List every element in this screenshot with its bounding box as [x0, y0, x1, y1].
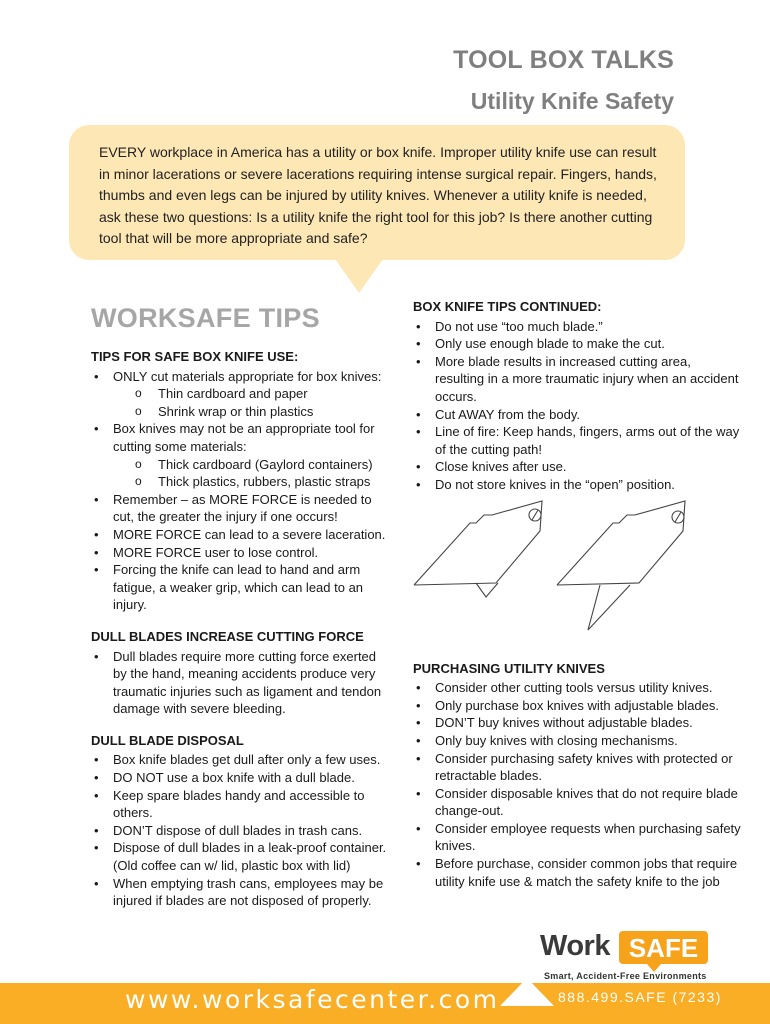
- list-item: • Consider other cutting tools versus utility knives.: [413, 679, 743, 697]
- list-item: • Only purchase box knives with adjustable blades.: [413, 697, 743, 715]
- list-item: • Consider disposable knives that do not require blade change-out.: [413, 785, 743, 820]
- blade-diagram-icon: [412, 495, 712, 635]
- list-item: • More blade results in increased cutting area, resulting in a more traumatic injury when an accident occurs.: [413, 353, 743, 406]
- left-column: [91, 302, 391, 924]
- list-item: • DO NOT use a box knife with a dull blade.: [91, 769, 391, 787]
- list-item: • Only buy knives with closing mechanisms.: [413, 732, 743, 750]
- sub-list: [113, 456, 391, 491]
- section-heading: TIPS FOR SAFE BOX KNIFE USE:: [91, 349, 299, 364]
- list-item-text: MORE FORCE user to lose control.: [113, 544, 319, 560]
- list-item: • Do not use “too much blade.”: [413, 318, 743, 336]
- footer-url-link[interactable]: www.worksafecenter.com: [125, 985, 500, 1014]
- list-item: [91, 491, 391, 526]
- purchasing-section: [413, 660, 743, 891]
- list-item: [91, 561, 391, 614]
- list-item-text: Box knives may not be an appropriate tool for cutting some materials:: [113, 421, 375, 454]
- list-item: • Dispose of dull blades in a leak-proof container. (Old coffee can w/ lid, plastic box with lid): [91, 839, 391, 874]
- continued-section: [413, 298, 743, 494]
- sub-list-item: o Thin cardboard and paper: [113, 385, 391, 403]
- list-item: • Line of fire: Keep hands, fingers, arms out of the way of the cutting path!: [413, 423, 743, 458]
- list-item-text: Remember – as MORE FORCE is needed to cut, the greater the injury if one occurs!: [113, 491, 372, 525]
- section-heading: DULL BLADES INCREASE CUTTING FORCE: [91, 628, 364, 644]
- callout-tail: [335, 259, 383, 293]
- tips-list: [91, 368, 391, 614]
- dull-force-section: [91, 628, 391, 718]
- logo-tagline: Smart, Accident-Free Environments: [544, 971, 707, 981]
- list-item: • Only use enough blade to make the cut.: [413, 335, 743, 353]
- list-item: • Before purchase, consider common jobs that require utility knife use & match the safety knife to the job: [413, 855, 743, 890]
- list-item-text: ONLY cut materials appropriate for box knives:: [113, 368, 382, 384]
- page-title: TOOL BOX TALKS: [453, 46, 674, 74]
- logo-safe-text: SAFE: [619, 931, 708, 964]
- dull-force-list: [91, 648, 391, 718]
- intro-callout: [69, 125, 685, 260]
- footer-notch: [500, 978, 554, 1006]
- list-item: • Keep spare blades handy and accessible to others.: [91, 787, 391, 822]
- list-item: • Consider purchasing safety knives with protected or retractable blades.: [413, 750, 743, 785]
- list-item: [91, 368, 391, 421]
- intro-text: EVERY workplace in America has a utility or box knife. Improper utility knife use can result in minor lacerations or severe lacerations requiring intense surgical repair. Fingers, hands, thumbs and even legs can be injured by utility knives. Whenever a utility knife is needed, ask these two questions: Is a utility knife the right tool for this job? Is there another cutting tool that will be more appropriate and safe?: [99, 144, 657, 246]
- dull-disposal-list: [91, 751, 391, 909]
- sub-list-item: o Thick plastics, rubbers, plastic straps: [113, 473, 391, 491]
- list-item: • Dull blades require more cutting force exerted by the hand, meaning accidents produce very traumatic injuries such as ligament and tendon damage with severe bleeding.: [91, 648, 391, 718]
- purchasing-list: [413, 679, 743, 890]
- list-item: • Close knives after use.: [413, 458, 743, 476]
- list-item: • DON’T dispose of dull blades in trash cans.: [91, 822, 391, 840]
- list-item: • Cut AWAY from the body.: [413, 406, 743, 424]
- list-item: [91, 544, 391, 562]
- list-item: [91, 420, 391, 490]
- section-heading: BOX KNIFE TIPS CONTINUED:: [413, 299, 602, 314]
- list-item: • Box knife blades get dull after only a few uses.: [91, 751, 391, 769]
- continued-list: [413, 318, 743, 494]
- list-item: [91, 526, 391, 544]
- page-subtitle: Utility Knife Safety: [470, 88, 674, 114]
- list-item: • DON’T buy knives without adjustable blades.: [413, 714, 743, 732]
- sub-list-item: o Shrink wrap or thin plastics: [113, 403, 391, 421]
- footer-phone: 888.499.SAFE (7233): [558, 989, 722, 1005]
- list-item: • Do not store knives in the “open” position.: [413, 476, 743, 494]
- list-item-text: Forcing the knife can lead to hand and arm fatigue, a weaker grip, which can lead to an injury.: [113, 562, 364, 613]
- worksafe-tips-heading: WORKSAFE TIPS: [91, 303, 320, 333]
- sub-list-item: o Thick cardboard (Gaylord containers): [113, 456, 391, 474]
- tips-section: [91, 348, 391, 614]
- list-item-text: MORE FORCE can lead to a severe laceration.: [113, 526, 386, 542]
- section-heading: PURCHASING UTILITY KNIVES: [413, 660, 605, 676]
- dull-disposal-section: [91, 732, 391, 910]
- sub-list: [113, 385, 391, 420]
- section-heading: DULL BLADE DISPOSAL: [91, 732, 244, 748]
- logo-work-text: Work: [540, 930, 610, 962]
- worksafe-logo: [540, 930, 720, 984]
- list-item: • Consider employee requests when purchasing safety knives.: [413, 820, 743, 855]
- list-item: • When emptying trash cans, employees may be injured if blades are not disposed of properly.: [91, 875, 391, 910]
